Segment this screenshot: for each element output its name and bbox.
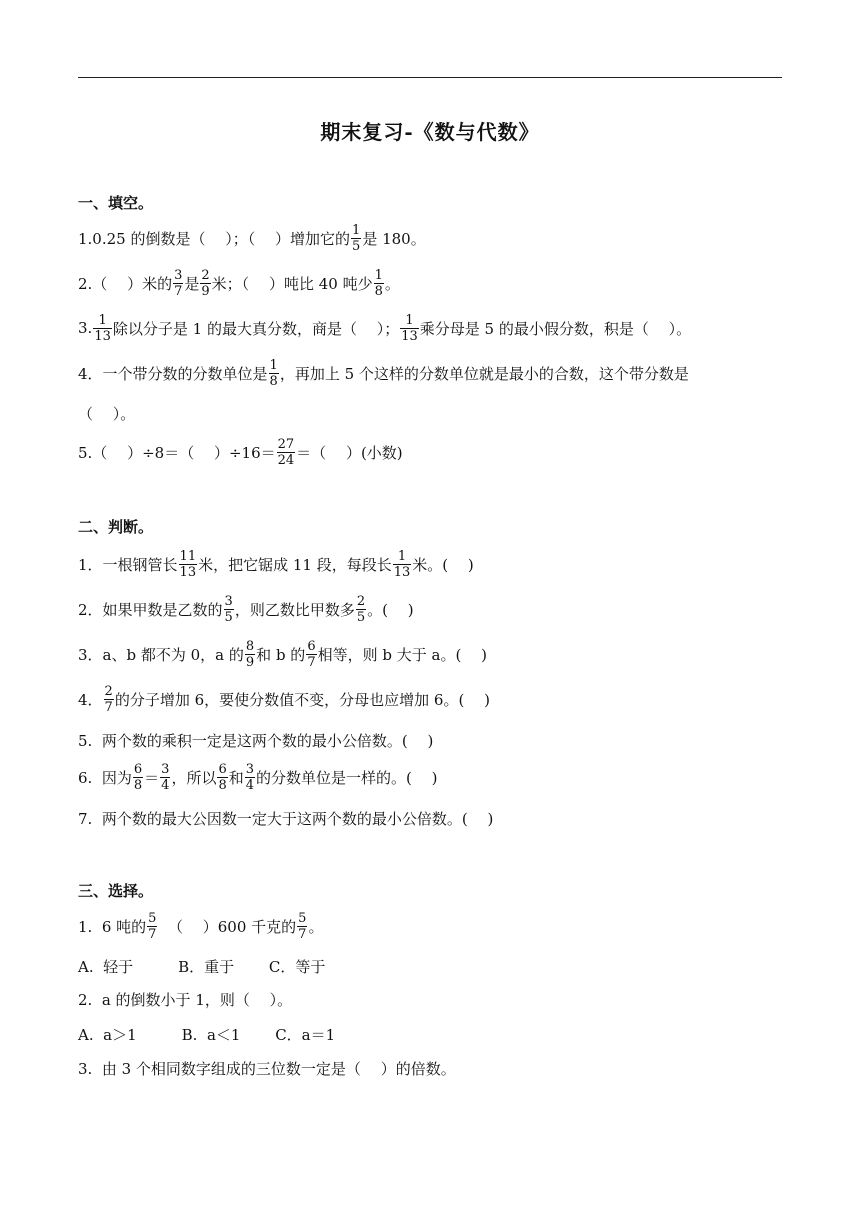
fill-question-4-cont — [78, 393, 135, 433]
text: 1. 6 吨的 — [78, 917, 147, 936]
denominator: 13 — [94, 328, 111, 344]
text: ＝（ ）(小数) — [296, 443, 403, 462]
text: 4．一个带分数的分数单位是 — [78, 364, 268, 383]
choice-question-2 — [78, 979, 292, 1019]
text: ，再加上 5 个这样的分数单位就是最小的合数，这个带分数是 — [279, 364, 689, 383]
text: （ ）。 — [78, 404, 136, 423]
numerator: 3 — [224, 593, 233, 609]
fraction — [393, 549, 412, 580]
text: 7. 两个数的最大公因数一定大于这两个数的最小公倍数。( ) — [78, 809, 494, 828]
numerator: 3 — [161, 761, 170, 777]
fraction — [147, 911, 157, 942]
denominator: 7 — [307, 654, 316, 670]
denominator: 4 — [161, 777, 170, 793]
denominator: 8 — [218, 777, 227, 793]
denominator: 5 — [224, 609, 233, 625]
text: 2．如果甲数是乙数的 — [78, 600, 223, 619]
text: 是 180。 — [362, 229, 426, 248]
denominator: 9 — [201, 283, 210, 299]
judge-question-3 — [78, 634, 487, 674]
fraction — [173, 268, 183, 299]
text: 。 — [384, 274, 400, 293]
numerator: 1 — [397, 548, 407, 564]
text: 3. — [78, 319, 93, 337]
text: 1．一根钢管长 — [78, 555, 178, 574]
denominator: 13 — [393, 564, 411, 580]
fraction — [277, 437, 296, 468]
numerator: 1 — [405, 312, 414, 328]
text: 和 — [228, 768, 244, 787]
fraction — [160, 762, 170, 793]
denominator: 7 — [104, 699, 113, 715]
fraction — [93, 313, 112, 344]
text: ＝ — [144, 768, 160, 787]
fraction — [217, 762, 227, 793]
judge-question-4 — [78, 679, 490, 719]
numerator: 2 — [201, 267, 210, 283]
numerator: 1 — [269, 357, 278, 373]
fill-question-2 — [78, 263, 400, 303]
text: 米，把它锯成 11 段，每段长 — [198, 555, 392, 574]
numerator: 2 — [356, 593, 366, 609]
text: 2. a 的倒数小于 1，则（ ）。 — [78, 990, 293, 1009]
denominator: 8 — [269, 373, 278, 389]
fraction — [179, 549, 198, 580]
text: （ ）600 千克的 — [158, 917, 297, 936]
text: 乘分母是 5 的最小假分数，积是（ ）。 — [419, 319, 692, 338]
numerator: 1 — [374, 267, 383, 283]
fraction — [200, 268, 210, 299]
text: 米；（ ）吨比 40 吨少 — [211, 274, 373, 293]
section-heading-fill-blank: 一、填空。 — [78, 194, 154, 212]
fraction — [356, 594, 366, 625]
choice-question-3 — [78, 1048, 456, 1088]
judge-question-7 — [78, 798, 493, 838]
numerator: 6 — [218, 761, 227, 777]
denominator: 13 — [401, 328, 418, 344]
fraction — [245, 639, 255, 670]
fill-question-1 — [78, 218, 426, 258]
text: A. a＞1 B. a＜1 C．a＝1 — [78, 1025, 336, 1044]
denominator: 13 — [179, 564, 197, 580]
text: 米。( ) — [412, 555, 474, 574]
text: 3. 由 3 个相同数字组成的三位数一定是（ ）的倍数。 — [78, 1059, 456, 1078]
fraction — [306, 639, 316, 670]
numerator: 5 — [298, 910, 307, 926]
fill-question-5 — [78, 432, 403, 472]
fill-question-4 — [78, 353, 689, 393]
text: 。( ) — [367, 600, 414, 619]
section-heading-choice: 三、选择。 — [78, 882, 154, 900]
text: 3．a、b 都不为 0，a 的 — [78, 645, 244, 664]
text: 。 — [308, 917, 324, 936]
text: 和 b 的 — [256, 645, 306, 664]
text: 是 — [184, 274, 200, 293]
denominator: 24 — [277, 452, 295, 468]
fraction — [104, 684, 114, 715]
text: ，则乙数比甲数多 — [234, 600, 355, 619]
text: 1.0.25 的倒数是（ ）；（ ）增加它的 — [78, 229, 351, 248]
denominator: 8 — [374, 283, 383, 299]
section-heading-judge: 二、判断。 — [78, 518, 154, 536]
denominator: 7 — [174, 283, 183, 299]
numerator: 11 — [179, 548, 197, 564]
numerator: 6 — [133, 761, 143, 777]
numerator: 1 — [352, 222, 361, 238]
text: 相等，则 b 大于 a。( ) — [317, 645, 487, 664]
text: 2.（ ）米的 — [78, 274, 173, 293]
top-rule — [78, 77, 782, 78]
fraction — [297, 911, 307, 942]
denominator: 7 — [148, 926, 157, 942]
numerator: 3 — [174, 267, 183, 283]
fraction — [245, 762, 255, 793]
text: 6. 因为 — [78, 768, 132, 787]
numerator: 1 — [98, 312, 107, 328]
page-title: 期末复习-《数与代数》 — [320, 120, 540, 144]
denominator: 4 — [245, 777, 255, 793]
denominator: 5 — [352, 238, 361, 254]
text: 的分子增加 6，要使分数值不变，分母也应增加 6。( ) — [114, 690, 490, 709]
judge-question-6 — [78, 757, 438, 797]
numerator: 2 — [104, 683, 113, 699]
text: 的分数单位是一样的。( ) — [256, 768, 438, 787]
choice-question-1 — [78, 906, 323, 946]
fill-question-3 — [78, 308, 691, 348]
denominator: 5 — [356, 609, 366, 625]
numerator: 27 — [277, 436, 295, 452]
fraction — [269, 358, 279, 389]
numerator: 6 — [307, 638, 316, 654]
fraction — [351, 223, 361, 254]
text: 除以分子是 1 的最大真分数，商是（ ）； — [112, 319, 400, 338]
denominator: 8 — [133, 777, 143, 793]
fraction — [224, 594, 234, 625]
denominator: 7 — [298, 926, 307, 942]
denominator: 9 — [245, 654, 255, 670]
numerator: 3 — [245, 761, 255, 777]
judge-question-1 — [78, 544, 474, 584]
fraction — [400, 313, 419, 344]
text: 4． — [78, 690, 103, 709]
text: 5.（ ）÷8＝（ ）÷16＝ — [78, 443, 276, 462]
numerator: 5 — [148, 910, 157, 926]
text: A. 轻于 B．重于 C．等于 — [78, 957, 326, 976]
fraction — [374, 268, 384, 299]
text: 5. 两个数的乘积一定是这两个数的最小公倍数。( ) — [78, 731, 434, 750]
fraction — [133, 762, 143, 793]
judge-question-5 — [78, 720, 433, 760]
judge-question-2 — [78, 589, 414, 629]
numerator: 8 — [245, 638, 255, 654]
text: ，所以 — [171, 768, 217, 787]
